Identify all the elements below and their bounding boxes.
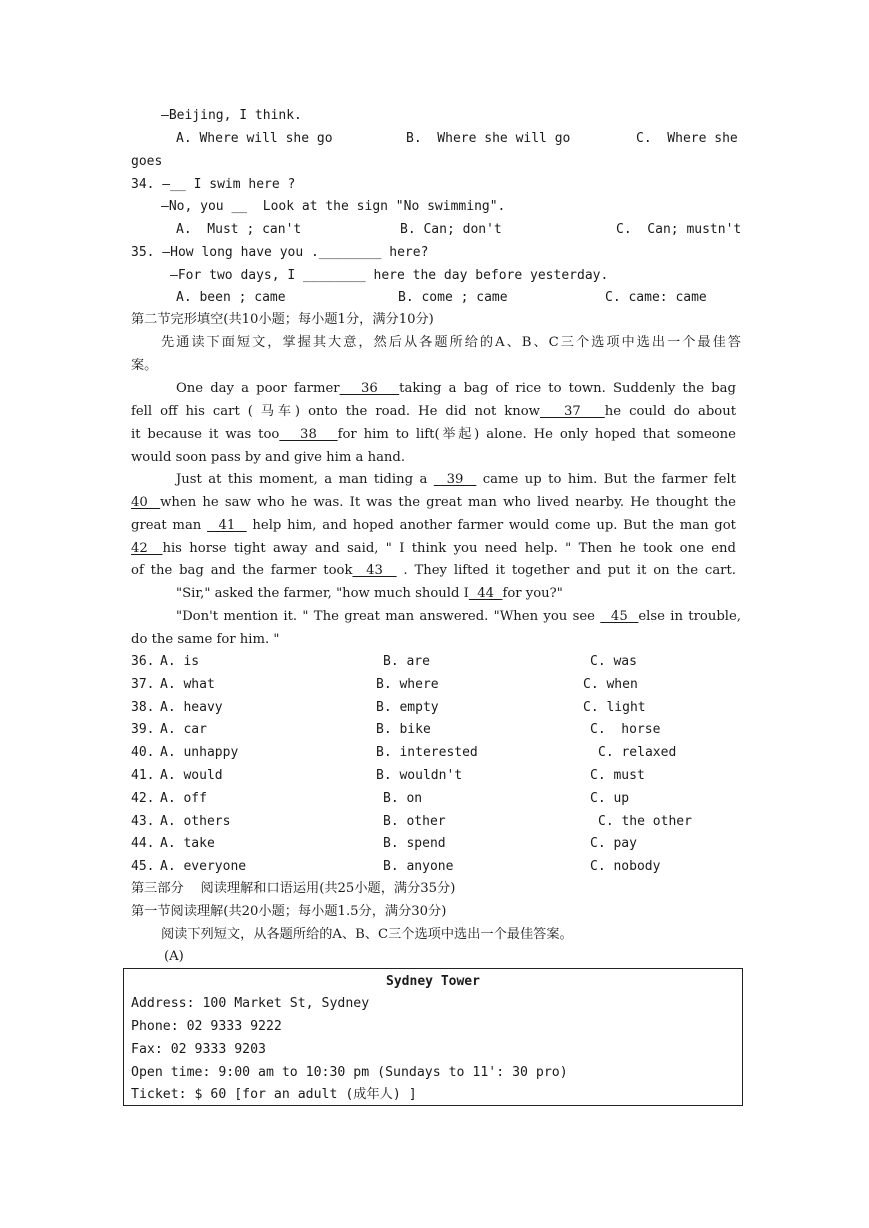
cloze-option-b[interactable]: B. empty	[376, 699, 439, 715]
blank-39[interactable]: 39	[433, 472, 477, 487]
cloze-question-number: 37.	[131, 676, 155, 692]
q33-option-c-wrap: goes	[131, 154, 163, 169]
cloze-option-b[interactable]: B. are	[383, 654, 430, 669]
q33-option-b: B. Where she will go	[406, 131, 571, 146]
notice-fax: Fax: 02 9333 9203	[131, 1042, 266, 1057]
q35-option-a: A. been ; came	[176, 290, 286, 305]
cloze-option-c[interactable]: C. was	[590, 654, 637, 669]
notice-open-time: Open time: 9:00 am to 10:30 pm (Sundays to 11': 30 pro)	[131, 1065, 568, 1080]
section2-instruction-wrap: 案。	[131, 358, 158, 373]
blank-44[interactable]: 44	[468, 586, 503, 601]
q34-option-b: B. Can; don't	[400, 222, 502, 237]
cloze-option-c[interactable]: C. the other	[598, 813, 692, 829]
passage-line: do the same for him. "	[131, 632, 280, 647]
notice-phone: Phone: 02 9333 9222	[131, 1019, 282, 1034]
blank-45[interactable]: 45	[600, 609, 639, 624]
passage-line: fell off his cart ( 马车) onto the road. He did not know 37 he could do about	[131, 404, 736, 419]
passage-line: 40 when he saw who he was. It was the great man who lived nearby. He thought the	[131, 495, 736, 510]
cloze-option-a[interactable]: A. car	[160, 722, 207, 738]
cloze-option-a[interactable]: A. what	[160, 676, 215, 692]
passage-line: great man 41 help him, and hoped another farmer would come up. But the man got	[131, 518, 736, 533]
notice-address: Address: 100 Market St, Sydney	[131, 996, 370, 1011]
cloze-option-c[interactable]: C. pay	[590, 836, 637, 852]
cloze-option-c[interactable]: C. nobody	[590, 859, 661, 875]
reading-instruction: 阅读下列短文，从各题所给的A、B、C三个选项中选出一个最佳答案。	[161, 927, 573, 942]
cloze-option-b[interactable]: B. anyone	[383, 859, 454, 875]
cloze-question-number: 43.	[131, 813, 155, 829]
cloze-option-b[interactable]: B. wouldn't	[376, 768, 463, 783]
cloze-option-a[interactable]: A. everyone	[160, 859, 247, 875]
section2-instruction: 先通读下面短文，掌握其大意，然后从各题所给的A、B、C三个选项中选出一个最佳答	[161, 335, 741, 350]
blank-43[interactable]: 43	[352, 563, 397, 578]
q35-option-b: B. come ; came	[398, 290, 508, 305]
sydney-tower-notice	[123, 968, 743, 1106]
cloze-option-b[interactable]: B. on	[383, 790, 423, 806]
q33-answer-line: —Beijing, I think.	[161, 108, 302, 123]
q34-option-a: A. Must ; can't	[176, 222, 302, 237]
q34-option-c: C. Can; mustn't	[616, 222, 742, 237]
blank-40[interactable]: 40	[131, 495, 161, 510]
cloze-option-a[interactable]: A. would	[160, 768, 223, 783]
cloze-option-a[interactable]: A. is	[160, 654, 200, 669]
cloze-option-c[interactable]: C. relaxed	[598, 745, 677, 761]
cloze-question-number: 36.	[131, 654, 155, 669]
passage-label: (A)	[164, 949, 184, 964]
blank-38[interactable]: 38	[279, 427, 338, 442]
blank-41[interactable]: 41	[207, 518, 247, 533]
cloze-option-a[interactable]: A. others	[160, 813, 231, 829]
passage-line: it because it was too 38 for him to lift(举起) alone. He only hoped that someone	[131, 427, 736, 442]
passage-line: Just at this moment, a man tiding a 39 came up to him. But the farmer felt	[176, 472, 736, 487]
passage-line: "Sir," asked the farmer, "how much should I 44 for you?"	[176, 586, 563, 601]
reading-section-heading: 第一节阅读理解(共20小题；每小题1.5分，满分30分)	[131, 904, 447, 919]
q34-question: 34. —__ I swim here ?	[131, 177, 296, 192]
cloze-option-b[interactable]: B. bike	[376, 722, 431, 738]
cloze-option-b[interactable]: B. other	[383, 813, 446, 829]
cloze-option-b[interactable]: B. where	[376, 676, 439, 692]
passage-line: 42 his horse tight away and said, " I think you need help. " Then he took one end	[131, 541, 736, 556]
cloze-question-number: 45.	[131, 859, 155, 875]
q33-option-a: A. Where will she go	[176, 131, 333, 146]
cloze-question-number: 42.	[131, 790, 155, 806]
cloze-question-number: 40.	[131, 745, 155, 761]
cloze-option-b[interactable]: B. interested	[376, 745, 478, 761]
notice-title: Sydney Tower	[386, 974, 480, 989]
cloze-option-c[interactable]: C. when	[583, 676, 638, 692]
cloze-option-c[interactable]: C. up	[590, 790, 630, 806]
blank-42[interactable]: 42	[131, 541, 163, 556]
cloze-option-c[interactable]: C. must	[590, 768, 645, 783]
cloze-option-a[interactable]: A. off	[160, 790, 207, 806]
q35-question: 35. —How long have you .________ here?	[131, 245, 429, 260]
blank-36[interactable]: 36	[339, 381, 400, 396]
passage-line: One day a poor farmer 36 taking a bag of rice to town. Suddenly the bag	[176, 381, 736, 396]
passage-line: "Don't mention it. " The great man answered. "When you see 45 else in trouble,	[176, 609, 741, 624]
cloze-question-number: 39.	[131, 722, 155, 738]
blank-37[interactable]: 37	[539, 404, 605, 419]
section2-heading: 第二节完形填空(共10小题；每小题1分，满分10分)	[131, 312, 434, 327]
cloze-option-c[interactable]: C. light	[583, 699, 646, 715]
notice-ticket: Ticket: $ 60 [for an adult (成年人) ]	[131, 1087, 417, 1102]
cloze-option-c[interactable]: C. horse	[590, 722, 661, 738]
cloze-option-a[interactable]: A. unhappy	[160, 745, 239, 761]
passage-line: of the bag and the farmer took 43 . They lifted it together and put it on the cart.	[131, 563, 736, 578]
cloze-question-number: 44.	[131, 836, 155, 852]
q35-option-c: C. came: came	[605, 290, 707, 305]
cloze-option-a[interactable]: A. take	[160, 836, 215, 852]
q33-option-c: C. Where she	[636, 131, 738, 146]
part3-heading: 第三部分 阅读理解和口语运用(共25小题，满分35分)	[131, 881, 456, 896]
cloze-option-a[interactable]: A. heavy	[160, 699, 223, 715]
q34-answer-line: —No, you __ Look at the sign "No swimming".	[161, 199, 506, 214]
q35-answer-line: —For two days, I ________ here the day before yesterday.	[170, 268, 609, 283]
passage-line: would soon pass by and give him a hand.	[131, 450, 406, 465]
cloze-question-number: 41.	[131, 768, 155, 783]
cloze-option-b[interactable]: B. spend	[383, 836, 446, 852]
cloze-question-number: 38.	[131, 699, 155, 715]
